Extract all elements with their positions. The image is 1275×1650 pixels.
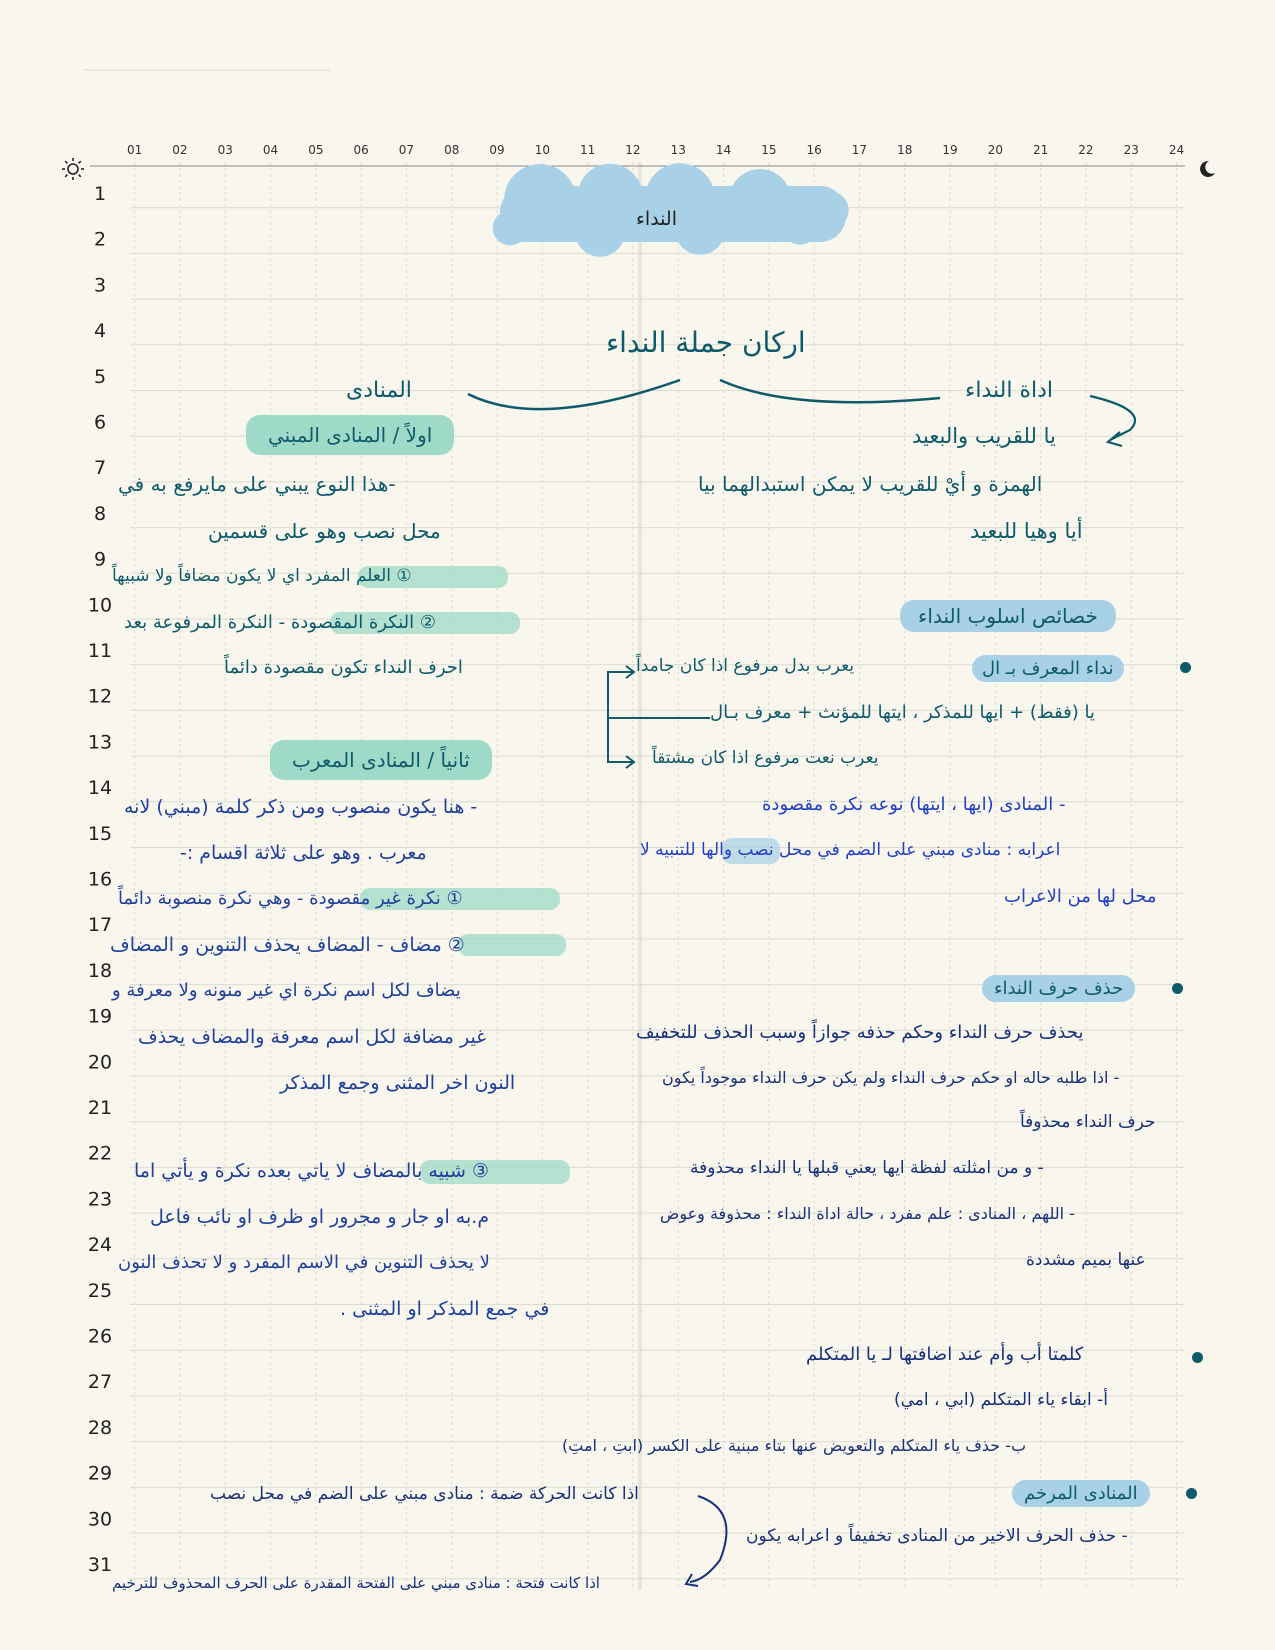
hour-label: 05 [308, 143, 324, 157]
left-first-title: اولاً / المنادى المبني [246, 415, 454, 455]
hour-label: 10 [534, 143, 550, 157]
right-section2-line-4: - و من امثلته لفظة ايها يعني قبلها يا النداء محذوفة [690, 1158, 1044, 1178]
row-number: 28 [87, 1416, 113, 1439]
row-number: 9 [93, 548, 107, 571]
left-second-line-5: يضاف لكل اسم نكرة اي غير منونه ولا معرفة و [112, 980, 461, 1001]
right-item1-d-3: محل لها من الاعراب [1004, 886, 1157, 907]
sun-icon [68, 164, 78, 174]
right-section1-title: خصائص اسلوب النداء [900, 600, 1116, 632]
left-first-line-1: -هذا النوع يبني على مايرفع به في [118, 472, 396, 496]
row-number: 3 [93, 274, 107, 297]
right-section3-line-1: أ- ابقاء ياء المتكلم (ابي ، امي) [894, 1390, 1108, 1410]
hour-label: 23 [1123, 143, 1139, 157]
right-item1-a: يعرب بدل مرفوع اذا كان جامداً [636, 656, 855, 676]
bullet-icon [1180, 662, 1191, 673]
left-second-line-4: ② مضاف - المضاف يحذف التنوين و المضاف [110, 934, 465, 956]
right-item1-b: يا (فقط) + ايها للمذكر ، ايتها للمؤنث + معرف بـال [710, 702, 1095, 723]
hour-label: 16 [806, 143, 822, 157]
right-section4-line: - حذف الحرف الاخير من المنادى تخفيفاً و اعرابه يكون [746, 1526, 1128, 1546]
right-section2-line-2: - اذا طلبه حاله او حكم حرف النداء ولم يكن حرف النداء موجوداً يكون [662, 1068, 1120, 1087]
row-number: 22 [87, 1142, 113, 1165]
right-section2-title: حذف حرف النداء [982, 975, 1135, 1002]
right-item1-d-1: - المنادى (ايها ، ايتها) نوعه نكرة مقصودة [762, 794, 1066, 815]
hour-label: 12 [625, 143, 641, 157]
right-branch-label: اداة النداء [965, 378, 1053, 403]
branch-arc-right [720, 380, 940, 402]
left-first-line-5: احرف النداء تكون مقصودة دائماً [224, 657, 463, 678]
row-number: 12 [87, 685, 113, 708]
right-item1-c: يعرب نعت مرفوع اذا كان مشتقاً [652, 748, 879, 768]
case-fatha: اذا كانت فتحة : منادى مبني على الفتحة المقدرة على الحرف المحذوف للترخيم [112, 1574, 600, 1592]
right-line-3: أيا وهيا للبعيد [970, 519, 1083, 543]
left-first-line-2: محل نصب وهو على قسمين [208, 519, 441, 543]
left-second-line-3: ① نكرة غير مقصودة - وهي نكرة منصوبة دائماً [118, 888, 463, 909]
left-second-line-1: - هنا يكون منصوب ومن ذكر كلمة (مبني) لانه [124, 796, 478, 818]
hour-label: 13 [670, 143, 686, 157]
hour-label: 18 [897, 143, 913, 157]
hour-label: 06 [353, 143, 369, 157]
branch-arc-left [468, 380, 680, 409]
right-section3-title: كلمتا أب وأم عند اضافتها لـ يا المتكلم [806, 1344, 1084, 1365]
hour-label: 19 [942, 143, 958, 157]
hour-label: 24 [1168, 143, 1185, 157]
left-branch-label: المنادى [346, 378, 412, 403]
left-third-line-4: في جمع المذكر او المثنى . [340, 1298, 550, 1320]
right-section4-title: المنادى المرخم [1012, 1480, 1150, 1507]
row-number: 23 [87, 1188, 113, 1211]
row-number: 30 [87, 1508, 113, 1531]
hour-label: 21 [1033, 143, 1049, 157]
right-line-2: الهمزة و أيْ للقريب لا يمكن استبدالهما بيا [698, 472, 1043, 496]
row-number: 2 [93, 228, 107, 251]
row-number: 18 [87, 959, 113, 982]
bullet-icon [1172, 983, 1183, 994]
row-number: 13 [87, 731, 113, 754]
row-number: 16 [87, 868, 113, 891]
hour-label: 14 [715, 143, 732, 157]
row-number: 21 [87, 1097, 113, 1119]
row-number: 1 [93, 183, 107, 205]
hour-label: 09 [489, 143, 505, 157]
right-line-1: يا للقريب والبعيد [912, 424, 1056, 448]
row-number: 25 [87, 1279, 113, 1302]
main-heading: اركان جملة النداء [606, 326, 806, 359]
right-item1-title: نداء المعرف بـ ال [972, 655, 1124, 682]
row-number: 5 [93, 365, 107, 388]
case-damma: اذا كانت الحركة ضمة : منادى مبني على الضم في محل نصب [210, 1484, 639, 1504]
row-number: 20 [87, 1051, 113, 1074]
hour-label: 04 [262, 143, 279, 157]
left-first-line-4: ② النكرة المقصودة - النكرة المرفوعة بعد [124, 612, 437, 633]
row-number: 4 [93, 320, 107, 343]
hour-label: 15 [761, 143, 777, 157]
left-third-line-1: ③ شبيه بالمضاف لا ياتي بعده نكرة و يأتي اما [134, 1160, 490, 1182]
row-number: 8 [93, 502, 107, 525]
left-first-line-3: ① العلم المفرد اي لا يكون مضافاً ولا شبيهاً [112, 566, 412, 586]
right-section2-line-6: عنها بميم مشددة [1026, 1250, 1146, 1270]
row-number: 31 [87, 1554, 113, 1576]
left-second-line-7: النون اخر المثنى وجمع المذكر [280, 1072, 516, 1094]
right-section2-line-1: يحذف حرف النداء وحكم حذفه جوازاً وسبب الحذف للتخفيف [636, 1022, 1084, 1043]
sun-ray [65, 161, 67, 163]
phrase-highlight [458, 934, 566, 956]
row-number: 6 [93, 411, 107, 434]
sun-ray [79, 175, 81, 177]
row-number: 17 [87, 914, 113, 937]
hour-label: 02 [172, 143, 188, 157]
row-number: 24 [87, 1234, 113, 1257]
sun-ray [79, 161, 81, 163]
case-arrow [686, 1496, 726, 1586]
left-third-line-2: م.به او جار و مجرور او ظرف او نائب فاعل [150, 1206, 490, 1228]
hour-label: 20 [987, 143, 1003, 157]
bullet-icon [1186, 1488, 1197, 1499]
hour-label: 07 [398, 143, 415, 157]
right-item1-d-2: اعرابه : منادى مبني على الضم في محل نصب والها للتنبيه لا [640, 840, 1061, 860]
page-title: النداء [636, 208, 677, 230]
bullet-icon [1192, 1352, 1203, 1363]
row-number: 27 [87, 1371, 113, 1394]
row-number: 19 [87, 1005, 113, 1028]
left-third-line-3: لا يحذف التنوين في الاسم المفرد و لا تحذف النون [118, 1252, 490, 1273]
row-number: 14 [87, 777, 113, 800]
moon-icon [1200, 161, 1215, 177]
right-section2-line-5: - اللهم ، المنادى : علم مفرد ، حالة اداة النداء : محذوفة وعوض [660, 1204, 1075, 1223]
row-number: 26 [87, 1325, 113, 1348]
row-number: 15 [87, 822, 113, 845]
left-second-line-2: معرب . وهو على ثلاثة اقسام :- [180, 842, 427, 864]
hour-label: 01 [127, 143, 143, 157]
hour-label: 03 [217, 143, 233, 157]
row-number: 11 [87, 640, 113, 662]
curved-arrow [1090, 396, 1135, 446]
row-number: 10 [87, 594, 113, 617]
hour-label: 08 [444, 143, 460, 157]
hour-label: 22 [1078, 143, 1094, 157]
left-second-title: ثانياً / المنادى المعرب [270, 740, 492, 780]
right-section3-line-2: ب- حذف ياء المتكلم والتعويض عنها بتاء مبنية على الكسر (ابتِ ، امتِ) [562, 1436, 1027, 1455]
row-number: 29 [87, 1462, 113, 1485]
hour-label: 17 [851, 143, 868, 157]
hour-label: 11 [580, 143, 596, 157]
left-second-line-6: غير مضافة لكل اسم معرفة والمضاف يحذف [138, 1026, 487, 1048]
right-section2-line-3: حرف النداء محذوفاً [1020, 1112, 1156, 1132]
sun-ray [65, 175, 67, 177]
row-number: 7 [93, 457, 107, 480]
